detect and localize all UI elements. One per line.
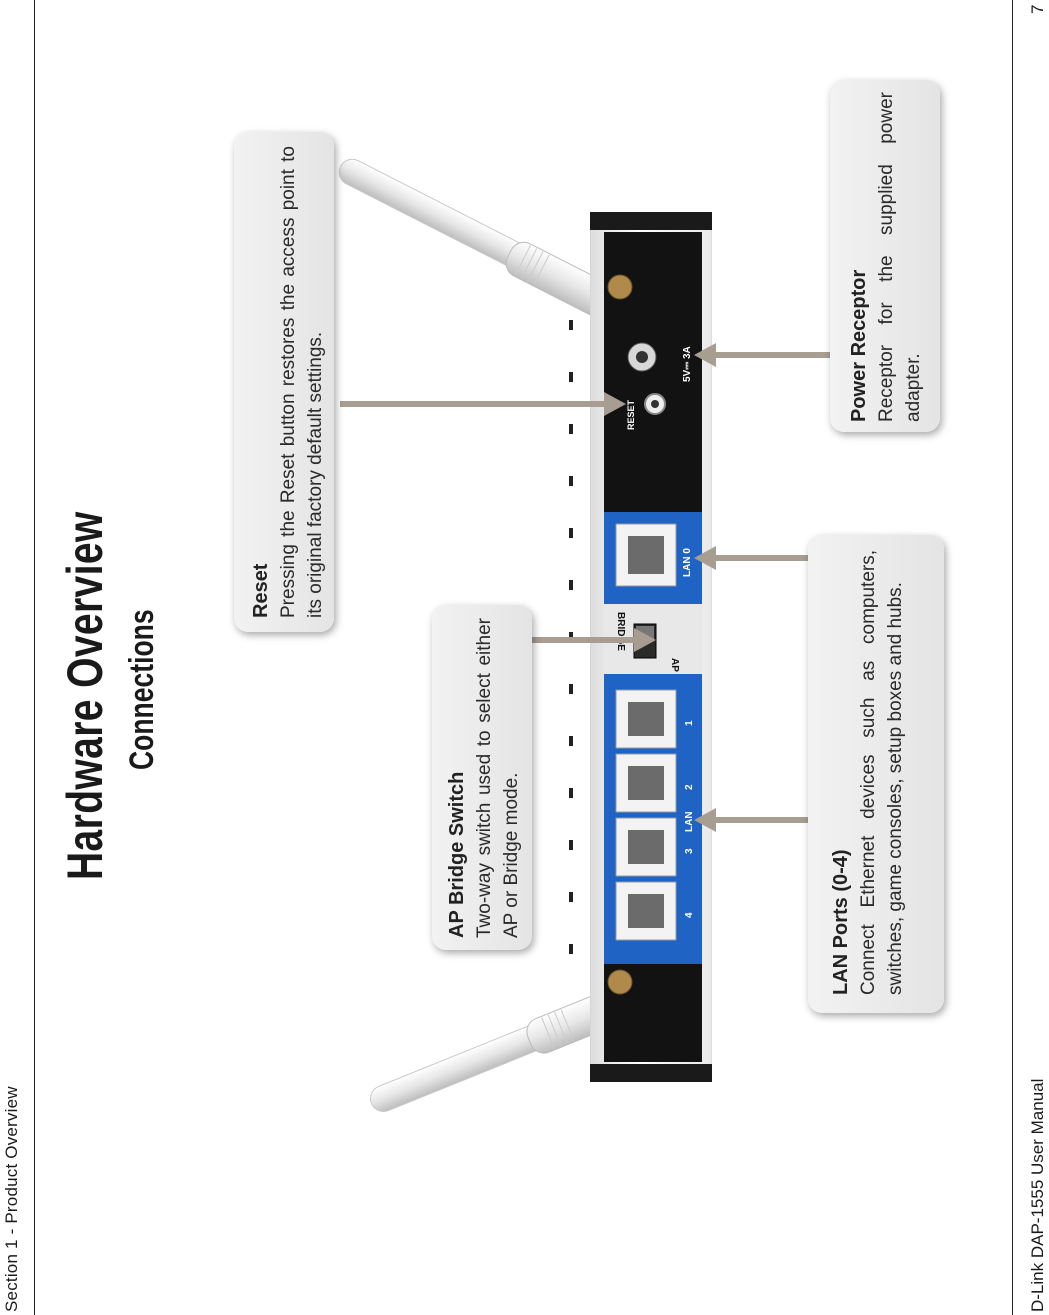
callout-lan-ports-body: Connect Ethernet devices such as computers, switches, game consoles, setup boxes and hubs. — [858, 550, 906, 995]
device-label-bridge: BRIDGE — [615, 612, 626, 651]
page-title: Hardware Overview — [57, 511, 113, 880]
section-label: Section 1 - Product Overview — [2, 1086, 21, 1312]
device-label-ap: AP — [669, 658, 680, 672]
callout-reset — [234, 132, 334, 632]
device-label-port4: 4 — [684, 912, 695, 918]
page-subtitle: Connections — [123, 609, 161, 770]
footer-manual-title: D-Link DAP-1555 User Manual — [1028, 1078, 1047, 1312]
right-margin-rule — [1012, 0, 1013, 1315]
device-label-lan0: LAN 0 — [682, 548, 693, 577]
callout-ap-bridge-title: AP Bridge Switch — [446, 771, 468, 938]
callout-lan-ports-title: LAN Ports (0-4) — [830, 849, 852, 995]
device-label-port3: 3 — [684, 848, 695, 854]
callout-power-title: Power Receptor — [848, 269, 870, 422]
callout-power — [830, 80, 940, 432]
device-label-port1: 1 — [684, 720, 695, 726]
callout-ap-bridge-body: Two-way switch used to select either AP or Bridge mode. — [474, 618, 522, 938]
left-margin-rule — [34, 0, 35, 1315]
callout-ap-bridge — [432, 605, 532, 950]
callout-power-body: Receptor for the supplied power adapter. — [876, 92, 924, 422]
callout-reset-title: Reset — [250, 563, 272, 618]
callout-reset-body: Pressing the Reset button restores the access point to its original factory default settings. — [278, 146, 326, 618]
callout-lan-ports — [808, 535, 944, 1013]
device-label-lan: LAN — [684, 811, 695, 832]
device-label-port2: 2 — [684, 784, 695, 790]
antenna-connector-bottom — [608, 970, 632, 994]
device-label-power-rating: 5V⎓ 3A — [682, 346, 693, 382]
antenna-connector-top — [608, 275, 632, 299]
page-number: 7 — [1028, 4, 1047, 14]
callout-arrows — [330, 330, 830, 850]
device-label-reset: RESET — [626, 399, 636, 430]
